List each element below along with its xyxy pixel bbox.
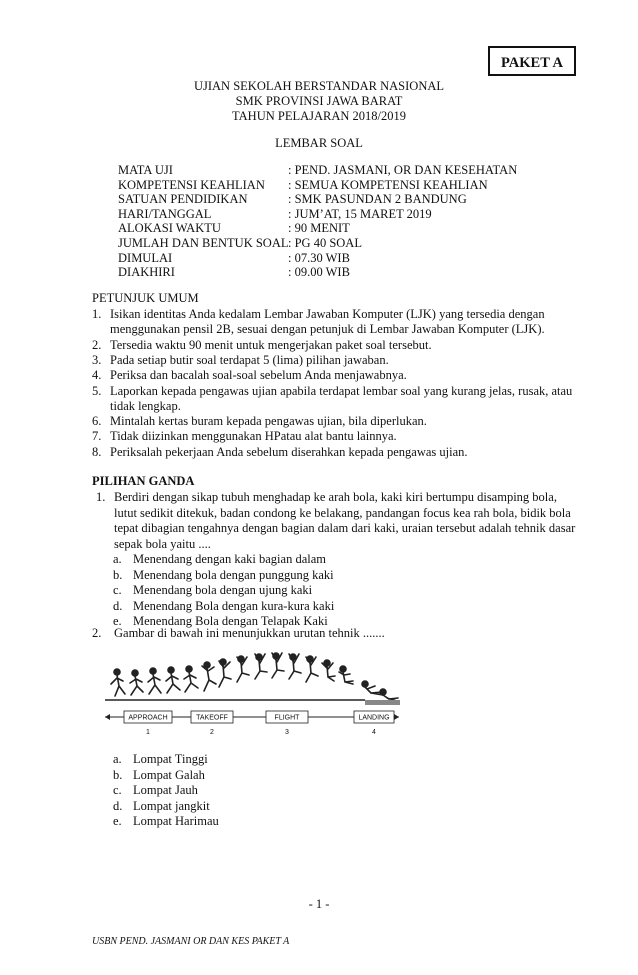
header-line-4: LEMBAR SOAL <box>275 136 363 150</box>
info-label: DIAKHIRI <box>118 265 175 280</box>
item-text-continued: tidak lengkap. <box>110 398 181 413</box>
answer-option <box>113 752 208 767</box>
info-value: : PG 40 SOAL <box>288 236 362 250</box>
answer-option <box>113 552 326 567</box>
answer-option <box>113 583 312 598</box>
arrow-right-icon <box>394 714 399 720</box>
question-text-line: lutut sedikit ditekuk, badan condong ke belakang, pandangan focus kea rah bola, bidik bola <box>114 505 571 520</box>
item-text: Periksalah pekerjaan Anda sebelum diserahkan kepada pengawas ujian. <box>110 444 468 459</box>
option-letter: e. <box>113 814 122 828</box>
info-value: : SMK PASUNDAN 2 BANDUNG <box>288 192 467 207</box>
phase-number: 1 <box>146 729 150 736</box>
answer-option <box>113 783 198 798</box>
option-letter: e. <box>113 614 122 628</box>
option-letter: d. <box>113 798 123 813</box>
landing-pit <box>365 700 400 705</box>
item-number: 8. <box>92 444 102 459</box>
option-text: Menendang bola dengan punggung kaki <box>133 567 334 582</box>
item-text-continued: menggunakan pensil 2B, sesuai dengan petunjuk di Lembar Jawaban Komputer (LJK). <box>110 322 545 336</box>
info-label: HARI/TANGGAL <box>118 206 212 221</box>
item-number: 6. <box>92 414 102 428</box>
list-item <box>92 338 432 353</box>
answer-option <box>113 599 334 614</box>
question-text: Berdiri dengan sikap tubuh menghadap ke arah bola, kaki kiri bertumpu disamping bola, <box>114 490 557 504</box>
item-number: 1. <box>92 307 102 321</box>
item-number: 2. <box>92 337 102 352</box>
phase-label-landing: LANDING <box>358 714 390 722</box>
question-1 <box>96 490 557 505</box>
question-number: 2. <box>92 626 102 640</box>
answer-option <box>113 768 205 783</box>
item-text: Tidak diizinkan menggunakan HPatau alat bantu lainnya. <box>110 429 397 443</box>
petunjuk-title: PETUNJUK UMUM <box>92 291 199 305</box>
item-text: Periksa dan bacalah soal-soal sebelum Anda menjawabnya. <box>110 368 407 382</box>
phase-label-takeoff: TAKEOFF <box>196 714 228 722</box>
paket-label: PAKET A <box>488 46 576 76</box>
question-text-line: tepat dibagian tengahnya dengan bagian dalam dari kaki, uraian tersebut adalah tehnik dasar <box>114 521 576 535</box>
info-label: ALOKASI WAKTU <box>118 221 221 236</box>
question-text-line: sepak bola yaitu .... <box>114 536 211 551</box>
long-jump-sequence-figure <box>103 648 400 740</box>
option-letter: a. <box>113 752 122 766</box>
info-value: : 09.00 WIB <box>288 265 350 280</box>
header-line-2: SMK PROVINSI JAWA BARAT <box>235 94 403 108</box>
item-text: Tersedia waktu 90 menit untuk mengerjakan paket soal tersebut. <box>110 337 432 352</box>
page-number: - 1 - <box>308 897 330 911</box>
answer-option <box>113 799 210 814</box>
list-item <box>92 353 389 368</box>
question-2 <box>92 626 385 641</box>
phase-label-approach: APPROACH <box>128 714 168 722</box>
option-letter: d. <box>113 598 123 613</box>
info-value: : 07.30 WIB <box>288 250 350 265</box>
option-letter: a. <box>113 552 122 566</box>
section-title: PILIHAN GANDA <box>92 474 195 488</box>
option-text: Lompat jangkit <box>133 798 210 813</box>
arrow-left-icon <box>105 714 110 720</box>
item-number: 7. <box>92 429 102 443</box>
option-text: Lompat Harimau <box>133 814 219 828</box>
info-value: : SEMUA KOMPETENSI KEAHLIAN <box>288 177 488 192</box>
info-label: MATA UJI <box>118 163 173 177</box>
list-item <box>92 429 397 444</box>
info-value: : 90 MENIT <box>288 221 350 236</box>
option-text: Menendang Bola dengan Telapak Kaki <box>133 614 328 628</box>
phase-number: 4 <box>372 729 376 736</box>
info-label: SATUAN PENDIDIKAN <box>118 192 248 207</box>
header-line-1: UJIAN SEKOLAH BERSTANDAR NASIONAL <box>193 79 445 93</box>
list-item <box>92 307 580 322</box>
question-text: Gambar di bawah ini menunjukkan urutan tehnik ....... <box>114 626 385 640</box>
option-text: Menendang Bola dengan kura-kura kaki <box>133 598 335 613</box>
info-value: : PEND. JASMANI, OR DAN KESEHATAN <box>288 163 518 177</box>
phase-label-flight: FLIGHT <box>274 714 300 722</box>
phase-number: 3 <box>285 729 289 736</box>
item-text: Mintalah kertas buram kepada pengawas ujian, bila diperlukan. <box>110 414 427 428</box>
option-text: Menendang dengan kaki bagian dalam <box>133 552 326 566</box>
item-number: 3. <box>92 353 102 367</box>
list-item <box>92 368 407 383</box>
info-label: KOMPETENSI KEAHLIAN <box>118 177 265 192</box>
option-letter: b. <box>113 567 123 582</box>
item-text: Laporkan kepada pengawas ujian apabila terdapat lembar soal yang kurang jelas, rusak, atau <box>110 383 573 398</box>
option-text: Menendang bola dengan ujung kaki <box>133 583 313 597</box>
option-text: Lompat Galah <box>133 767 205 782</box>
info-value: : JUM’AT, 15 MARET 2019 <box>288 206 432 221</box>
athlete-figures <box>111 653 398 701</box>
item-number: 5. <box>92 383 102 398</box>
option-letter: b. <box>113 767 123 782</box>
answer-option <box>113 814 219 829</box>
header-line-3: TAHUN PELAJARAN 2018/2019 <box>232 109 406 123</box>
list-item <box>92 445 468 460</box>
info-label: DIMULAI <box>118 250 173 265</box>
list-item <box>92 384 572 399</box>
option-letter: c. <box>113 583 122 597</box>
footer-text: USBN PEND. JASMANI OR DAN KES PAKET A <box>92 936 290 947</box>
item-number: 4. <box>92 368 102 382</box>
option-text: Lompat Jauh <box>133 783 198 797</box>
answer-option <box>113 568 334 583</box>
option-letter: c. <box>113 783 122 797</box>
item-text: Pada setiap butir soal terdapat 5 (lima) pilihan jawaban. <box>110 353 389 367</box>
item-text: Isikan identitas Anda kedalam Lembar Jawaban Komputer (LJK) yang tersedia dengan <box>110 307 545 321</box>
info-label: JUMLAH DAN BENTUK SOAL <box>118 236 289 250</box>
list-item <box>92 414 427 429</box>
phase-number: 2 <box>210 729 214 736</box>
question-number: 1. <box>96 490 106 504</box>
option-text: Lompat Tinggi <box>133 752 208 766</box>
